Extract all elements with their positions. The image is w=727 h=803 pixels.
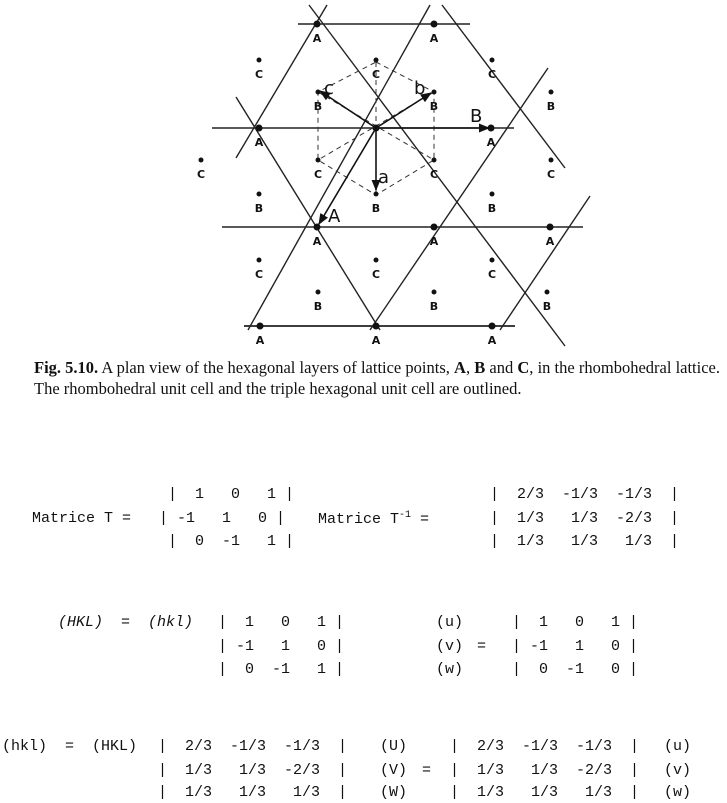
svg-text:C: C bbox=[546, 168, 556, 181]
eq-hkl-row-1: | 1 0 1 | bbox=[218, 614, 345, 631]
point-labels-a bbox=[255, 32, 555, 347]
svg-text:A: A bbox=[255, 334, 265, 347]
matrix-t-row-2: | -1 1 0 | bbox=[159, 510, 286, 527]
svg-text:B: B bbox=[254, 202, 264, 215]
diagonal-lines bbox=[236, 5, 590, 346]
eq-inv-row-3: | 1/3 1/3 1/3 | bbox=[158, 784, 348, 801]
svg-text:B: B bbox=[429, 100, 439, 113]
caption-fig-label: Fig. 5.10. bbox=[34, 358, 99, 377]
eq-inv-row-2: | 1/3 1/3 -2/3 | bbox=[158, 762, 348, 779]
svg-text:C: C bbox=[254, 68, 264, 81]
svg-text:A: A bbox=[429, 32, 439, 45]
svg-text:C: C bbox=[254, 268, 264, 281]
eq-inv-W: (W) bbox=[380, 784, 408, 801]
eq-uvw-row-3: | 0 -1 0 | bbox=[512, 661, 639, 678]
eq-inv-w: (w) bbox=[664, 784, 692, 801]
svg-text:B: B bbox=[487, 202, 497, 215]
svg-text:A: A bbox=[486, 136, 496, 149]
matrix-t-label: Matrice T = bbox=[32, 510, 132, 527]
matrix-t-row-3: | 0 -1 1 | bbox=[168, 533, 295, 550]
eq-inv2-row-3: | 1/3 1/3 1/3 | bbox=[450, 784, 640, 801]
eq-inv-U: (U) bbox=[380, 738, 408, 755]
eq-inv2-row-1: | 2/3 -1/3 -1/3 | bbox=[450, 738, 640, 755]
eq-uvw-row-1: | 1 0 1 | bbox=[512, 614, 639, 631]
eq-uvw-row-2: | -1 1 0 | bbox=[512, 638, 639, 655]
svg-text:A: A bbox=[545, 235, 555, 248]
lattice-figure bbox=[0, 0, 727, 350]
svg-text:A: A bbox=[312, 32, 322, 45]
horizontal-lines bbox=[212, 24, 583, 326]
eq-inv-lhs: (hkl) = (HKL) bbox=[2, 738, 138, 755]
matrix-t-inv-row-1: | 2/3 -1/3 -1/3 | bbox=[490, 486, 680, 503]
eq-hkl-row-3: | 0 -1 1 | bbox=[218, 661, 345, 678]
vector-label-c: c bbox=[324, 78, 334, 99]
eq-inv-v: (v) bbox=[664, 762, 692, 779]
matrix-t-inv-row-3: | 1/3 1/3 1/3 | bbox=[490, 533, 680, 550]
matrix-t-inv-label: Matrice $T^{-1}$ = bbox=[318, 510, 430, 528]
svg-text:C: C bbox=[371, 268, 381, 281]
eq-inv-u: (u) bbox=[664, 738, 692, 755]
svg-text:A: A bbox=[429, 235, 439, 248]
svg-text:B: B bbox=[371, 202, 381, 215]
vector-label-A: A bbox=[328, 206, 341, 227]
svg-text:C: C bbox=[371, 68, 381, 81]
eq-uvw-w: (w) bbox=[436, 661, 464, 678]
matrix-t-inv-row-2: | 1/3 1/3 -2/3 | bbox=[490, 510, 680, 527]
eq-uvw-v: (v) bbox=[436, 638, 464, 655]
figure-caption: Fig. 5.10. A plan view of the hexagonal layers of lattice points, A, B and C, in the rhombohedral lattice. The rhombohedral unit cell and the triple hexagonal unit cell are outlined. bbox=[34, 358, 720, 398]
eq-uvw-equals: = bbox=[477, 638, 487, 655]
eq-hkl-row-2: | -1 1 0 | bbox=[218, 638, 345, 655]
matrix-t-row-1: | 1 0 1 | bbox=[168, 486, 295, 503]
vector-label-a: a bbox=[378, 167, 390, 188]
vector-label-B: B bbox=[470, 106, 483, 127]
svg-text:C: C bbox=[196, 168, 206, 181]
eq-uvw-u: (u) bbox=[436, 614, 464, 631]
svg-text:B: B bbox=[429, 300, 439, 313]
svg-text:B: B bbox=[546, 100, 556, 113]
eq-inv2-row-2: | 1/3 1/3 -2/3 | bbox=[450, 762, 640, 779]
svg-text:C: C bbox=[313, 168, 323, 181]
eq-inv-row-1: | 2/3 -1/3 -1/3 | bbox=[158, 738, 348, 755]
eq-inv-V: (V) bbox=[380, 762, 408, 779]
svg-text:A: A bbox=[487, 334, 497, 347]
svg-text:C: C bbox=[487, 68, 497, 81]
svg-text:A: A bbox=[371, 334, 381, 347]
svg-text:B: B bbox=[313, 100, 323, 113]
vector-label-b: b bbox=[414, 78, 426, 99]
svg-text:C: C bbox=[429, 168, 439, 181]
svg-text:C: C bbox=[487, 268, 497, 281]
svg-text:A: A bbox=[312, 235, 322, 248]
svg-text:A: A bbox=[254, 136, 264, 149]
svg-text:B: B bbox=[313, 300, 323, 313]
eq-inv-equals: = bbox=[422, 762, 432, 779]
svg-text:B: B bbox=[542, 300, 552, 313]
eq-hkl-lhs: (HKL) = (hkl) bbox=[58, 614, 194, 631]
